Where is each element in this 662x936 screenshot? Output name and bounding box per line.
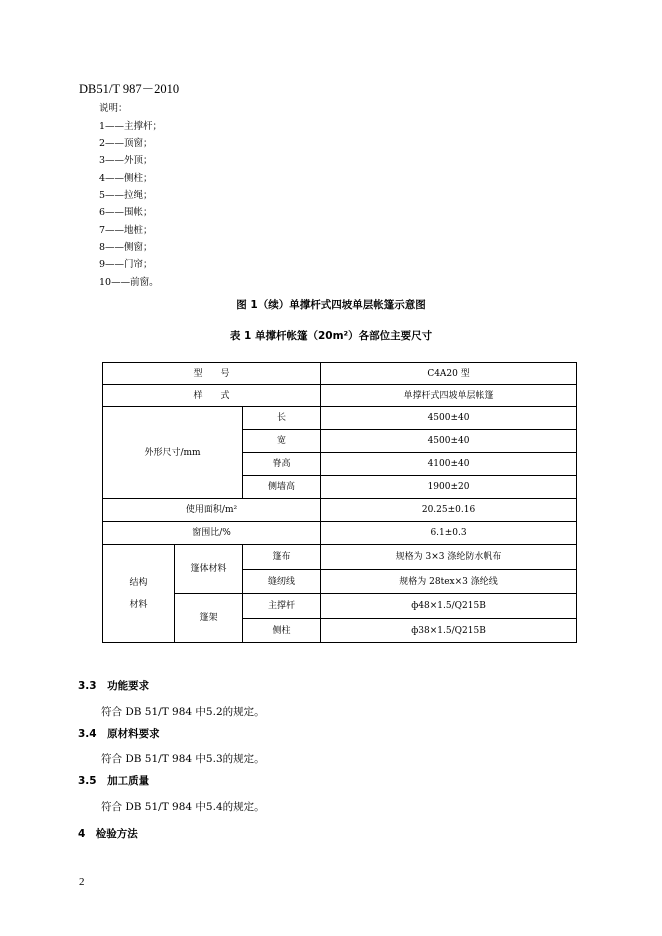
table-cell: 4500±40 bbox=[321, 430, 577, 453]
legend-item: 6——围帐； bbox=[99, 207, 153, 218]
table-row bbox=[103, 499, 577, 522]
table-cell: 使用面积/m² bbox=[103, 499, 321, 522]
table-cell: 样 式 bbox=[103, 385, 321, 407]
table-cell: 型 号 bbox=[103, 363, 321, 385]
table-cell: ф38×1.5/Q215B bbox=[321, 619, 577, 643]
section-heading: 3.4 原材料要求 bbox=[78, 728, 160, 740]
legend-item: 7——地桩； bbox=[99, 225, 153, 236]
table-caption: 表 1 单撑杆帐篷（20m²）各部位主要尺寸 bbox=[229, 330, 433, 342]
legend-item: 4——侧柱； bbox=[99, 173, 153, 184]
table-cell: 1900±20 bbox=[321, 476, 577, 499]
section-heading: 3.5 加工质量 bbox=[78, 775, 150, 787]
section-heading: 3.3 功能要求 bbox=[78, 680, 150, 692]
table-cell: 20.25±0.16 bbox=[321, 499, 577, 522]
table-cell: 宽 bbox=[243, 430, 321, 453]
table-cell: 6.1±0.3 bbox=[321, 522, 577, 545]
table-cell: 篷布 bbox=[243, 545, 321, 570]
table-cell: 长 bbox=[243, 407, 321, 430]
table-cell: 篷架 bbox=[175, 594, 243, 643]
table-cell: C4A20 型 bbox=[321, 363, 577, 385]
table-row bbox=[103, 594, 577, 619]
table-cell: ф48×1.5/Q215B bbox=[321, 594, 577, 619]
legend-item: 10——前窗。 bbox=[99, 277, 159, 288]
table-cell: 脊高 bbox=[243, 453, 321, 476]
table-row bbox=[103, 545, 577, 570]
table-cell bbox=[103, 545, 175, 643]
legend-item: 3——外顶； bbox=[99, 155, 153, 166]
table-cell: 外形尺寸/mm bbox=[103, 407, 243, 499]
legend-item: 2——顶窗； bbox=[99, 138, 153, 149]
table-cell: 单撑杆式四坡单层帐篷 bbox=[321, 385, 577, 407]
table-cell: 侧墙高 bbox=[243, 476, 321, 499]
table-cell: 4500±40 bbox=[321, 407, 577, 430]
page-number: 2 bbox=[79, 876, 85, 888]
table-row bbox=[103, 363, 577, 385]
table-cell: 规格为 3×3 涤纶防水帆布 bbox=[321, 545, 577, 570]
table-cell: 4100±40 bbox=[321, 453, 577, 476]
document-code-header: DB51/T 987－2010 bbox=[79, 82, 180, 96]
table-row bbox=[103, 385, 577, 407]
legend-title: 说明： bbox=[99, 103, 128, 114]
section-body: 符合 DB 51/T 984 中5.2的规定。 bbox=[101, 706, 265, 718]
figure-caption: 图 1（续）单撑杆式四坡单层帐篷示意图 bbox=[236, 299, 426, 311]
legend-item: 1——主撑杆； bbox=[99, 121, 163, 132]
table-cell: 规格为 28tex×3 涤纶线 bbox=[321, 570, 577, 594]
legend-item: 8——侧窗； bbox=[99, 242, 153, 253]
section-heading: 4 检验方法 bbox=[78, 828, 138, 840]
table-cell: 侧柱 bbox=[243, 619, 321, 643]
legend-item: 5——拉绳； bbox=[99, 190, 153, 201]
table-cell: 篷体材料 bbox=[175, 545, 243, 594]
table-cell-line: 材料 bbox=[129, 599, 148, 610]
section-body: 符合 DB 51/T 984 中5.3的规定。 bbox=[101, 753, 265, 765]
table-row bbox=[103, 522, 577, 545]
table-cell: 主撑杆 bbox=[243, 594, 321, 619]
table-cell: 缝纫线 bbox=[243, 570, 321, 594]
spec-table bbox=[102, 362, 577, 643]
table-cell: 窗围比/% bbox=[103, 522, 321, 545]
legend-item: 9——门帘； bbox=[99, 259, 153, 270]
section-body: 符合 DB 51/T 984 中5.4的规定。 bbox=[101, 801, 265, 813]
table-cell-line: 结构 bbox=[129, 577, 148, 588]
table-row bbox=[103, 407, 577, 430]
